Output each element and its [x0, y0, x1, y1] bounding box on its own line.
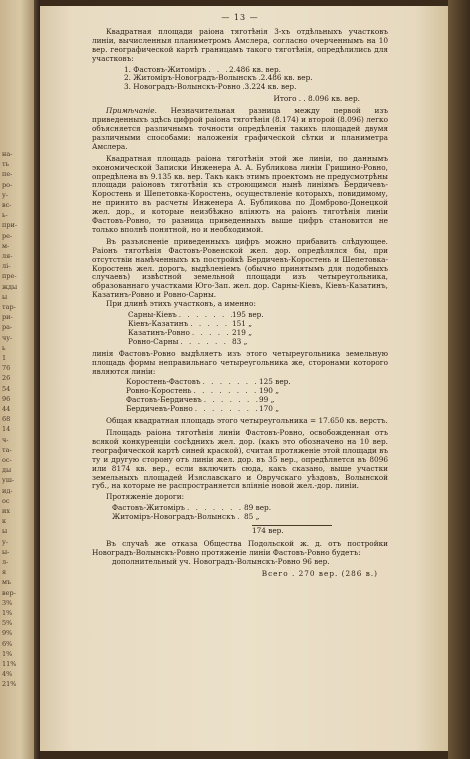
left-page-fragment-text: 68	[2, 415, 11, 424]
left-page-fragment-text: 1%	[2, 609, 13, 617]
left-page-fragment-text: ос-	[2, 456, 12, 464]
paragraph-total-area: Общая квадратная площадь этого четыреугольника = 17.650 кв. верстъ.	[106, 416, 388, 426]
left-page-fragment	[0, 0, 34, 759]
left-page-fragment-text: ро-	[2, 180, 13, 189]
left-page-fragment-text: я	[2, 568, 7, 577]
left-page-fragment-text: 9%	[2, 629, 13, 638]
list-item: Ровно-Сарны . . . 83 „	[128, 338, 268, 347]
left-page-fragment-text: при-	[2, 221, 18, 230]
left-page-fragment-text: 44	[2, 405, 11, 413]
left-page-fragment-text: вер-	[2, 588, 16, 597]
list-item: Кіевъ-Казатинъ . . . 151 „	[128, 320, 268, 329]
left-page-fragment-text: 5%	[2, 619, 13, 628]
note-text: Незначительная разница между первой изъ приведенныхъ здѣсь цифрой раіона тяготѣнія (8.174) и второй (8.096) легко объясняется различнымъ точности опредѣленія такихъ площадей двумя различными способами: наложенія графической сѣтки и планиметра Амслера.	[92, 106, 388, 151]
left-page-fragment-text: 6%	[2, 639, 13, 648]
list-item: Сарны-Кіевъ . . . 195 вер.	[128, 311, 268, 320]
page-edge	[448, 0, 470, 759]
note-label: Примѣчаніе.	[106, 106, 157, 116]
paragraph-explanation: Въ разъясненіе приведенныхъ цифръ можно прибавить слѣдующее. Раіонъ тяготѣнія Фастовъ-Ровенской жел. дор. опредѣлялся бы, при отсутствіи намѣченныхъ къ постройкѣ Бердичевъ-Коростень и Шепетовка-Коростень жел. дорогъ, выдѣленіемъ (обычно принятымъ для подобныхъ случаевъ) извѣстной земельной площади изъ четыреугольника, образованнаго участками Юго-Зап. жел. дор. Сарны-Кіевъ, Кіевъ-Казатинъ, Казатинъ-Ровно и Ровно-Сарны.	[92, 236, 388, 300]
left-page-fragment-text: пе-	[2, 170, 13, 179]
left-page-fragment-text: ра-	[2, 323, 13, 332]
left-page-fragment-text: у-	[2, 190, 9, 199]
paragraph-bublikov: Квадратная площадь раіона тяготѣнія этой же линіи, по даннымъ экономической Записки Инженера А. А. Бубликова линіи Гришино-Ровно, опредѣлена въ 9.135 кв. вер. Такъ какъ этимъ проектомъ не предусмотрѣны площади раіоновъ тяготѣнія къ строющимся нынѣ линіямъ Бердичевъ-Коростень и Шепетовка-Коростень, осуществленіе которыхъ, повидимому, не принято въ расчеты Инженера А. Бубликова по Домброво-Донецкой жел. дор., и которые неизбѣжно влiяютъ на раіонъ тяготѣнія линіи Фастовъ-Ровно, то разница приведенныхъ выше цифръ становится не только вполнѣ понятной, но и необходимой.	[92, 153, 388, 234]
grand-total: Всего . 270 вер. (286 в.)	[261, 568, 378, 578]
left-page-fragment-text: 1	[2, 354, 7, 362]
list-item: Ровно-Коростень . . . 190 „	[126, 387, 301, 396]
left-page-fragment-text: 3%	[2, 598, 13, 607]
left-page-fragment-text: ля-	[2, 252, 13, 260]
left-page-fragment-text: чу-	[2, 333, 13, 342]
left-page-fragment-text: ч-	[2, 435, 9, 444]
left-page-fragment-text: у-	[2, 537, 9, 546]
road-total: 174 вер.	[252, 526, 284, 536]
list-item: Коростень-Фастовъ . . . 125 вер.	[126, 378, 301, 387]
list-item: Бердичевъ-Ровно . . . 170 „	[126, 405, 301, 414]
road-intro: Протяженіе дороги:	[106, 492, 185, 502]
left-page-fragment-text: ы	[2, 527, 8, 536]
left-page-fragment-text: 54	[2, 384, 11, 393]
road-list	[92, 504, 388, 522]
left-page-fragment-text: м-	[2, 241, 10, 250]
list-item: 1. Фастовъ-Житоміръ . . . 2.486 кв. вер.	[124, 66, 284, 75]
extra-section: дополнительный уч. Новоградъ-Волынскъ-Ровно 96 вер.	[112, 556, 330, 566]
left-page-fragment-text: уш-	[2, 476, 15, 485]
left-page-fragment-text: 21%	[2, 680, 17, 689]
lengths-list	[92, 311, 388, 347]
left-page-fragment-text: 26	[2, 374, 11, 383]
list-item: 3. Новоградъ-Волынскъ-Ровно . . . 3.224 кв. вер.	[124, 83, 284, 92]
left-page-fragment-text: их	[2, 507, 10, 515]
paragraph-gravity-area: Площадь раіона тяготѣнія линіи Фастовъ-Ровно, освобожденная отъ всякой конкуренціи сосѣднихъ жел. дор. (какъ это обозначено на 10 вер. географической картѣ синей краской), считая протяженіе этой площади въ ту и другую сторону отъ линіи жел. дор. въ 35 вер., опредѣляется въ 8096 или 8174 кв. вер., если включить сюда, какъ сказано, выше участки земельныхъ площадей Изяславскаго и Овручскаго уѣздовъ, Волынской губ., на которые не распространяется вліяніе новой жел.-дор. линіи.	[92, 427, 388, 491]
paragraph-refusal: Въ случаѣ же отказа Общества Подольской ж. д. отъ постройки Новоградъ-Волынскъ-Ровно протяженіе линіи Фастовъ-Ровно будетъ:	[92, 538, 388, 557]
left-page-fragment-text: та-	[2, 445, 12, 454]
page-content	[92, 14, 388, 579]
areas-list	[92, 66, 388, 93]
list-item: Фастовъ-Житоміръ . . . 89 вер.	[112, 504, 292, 513]
left-page-fragment-text: 14	[2, 425, 11, 434]
paragraph-quadrilateral: линія Фастовъ-Ровно выдѣляетъ изъ этого четыреугольника земельную площадь формы неправильнаго четыреугольника же, сторонами которого являются линіи:	[92, 348, 388, 376]
left-page-fragment-text: л-	[2, 558, 9, 566]
left-page-fragment-text: ре-	[2, 231, 13, 240]
left-page-fragment-text: к	[2, 517, 7, 526]
left-page-fragment-text: жды	[2, 282, 18, 291]
left-page-fragment-text: ь-	[2, 211, 8, 220]
areas-total: Итого . . 8.096 кв. вер.	[273, 94, 360, 104]
page-number: — 13 —	[221, 13, 259, 22]
left-page-fragment-text: 1%	[2, 649, 13, 658]
left-page-fragment-text: ть	[2, 160, 10, 169]
left-page-fragment-text: ы	[2, 292, 8, 301]
left-page-fragment-text: на-	[2, 150, 13, 158]
left-page-fragment-text: ри-	[2, 313, 13, 322]
left-page-fragment-text: пре-	[2, 272, 17, 281]
left-page-fragment-text: мъ	[2, 578, 12, 587]
left-page-fragment-text: ид-	[2, 486, 13, 495]
left-page-fragment-text: 96	[2, 394, 11, 403]
left-page-fragment-text: ды	[2, 466, 12, 475]
lengths-intro: При длинѣ этихъ участковъ, а именно:	[106, 299, 256, 309]
left-page-fragment-text: ос	[2, 496, 10, 505]
list-item: Фастовъ-Бердичевъ . . . 99 „	[126, 396, 301, 405]
left-page-fragment-text: лі-	[2, 262, 11, 271]
note	[92, 107, 388, 152]
sides-list	[92, 378, 388, 414]
paragraph-areas-intro: Квадратная площади раіона тяготѣнія 3-хъ отдѣльныхъ участковъ линіи, вычисленныя планиметромъ Амслера, согласно очерченнымъ на 10 вер. географической картѣ границамъ такого тяготѣнія, опредѣлились для участковъ:	[92, 26, 388, 63]
left-page-fragment-text: 76	[2, 364, 11, 373]
left-page-fragment-text: 11%	[2, 660, 17, 668]
list-item: Житоміръ-Новоградъ-Волынскъ . . . 85 „	[112, 513, 292, 522]
left-page-fragment-text: ь	[2, 343, 6, 352]
left-page-fragment-text: тар-	[2, 303, 16, 311]
list-item: 2. Житоміръ-Новоградъ-Волынскъ . . . 2.486 кв. вер.	[124, 74, 284, 83]
left-page-fragment-text: ы-	[2, 547, 10, 556]
left-page-fragment-text: вс-	[2, 201, 12, 209]
list-item: Казатинъ-Ровно . . . 219 „	[128, 329, 268, 338]
left-page-fragment-text: 4%	[2, 670, 13, 679]
